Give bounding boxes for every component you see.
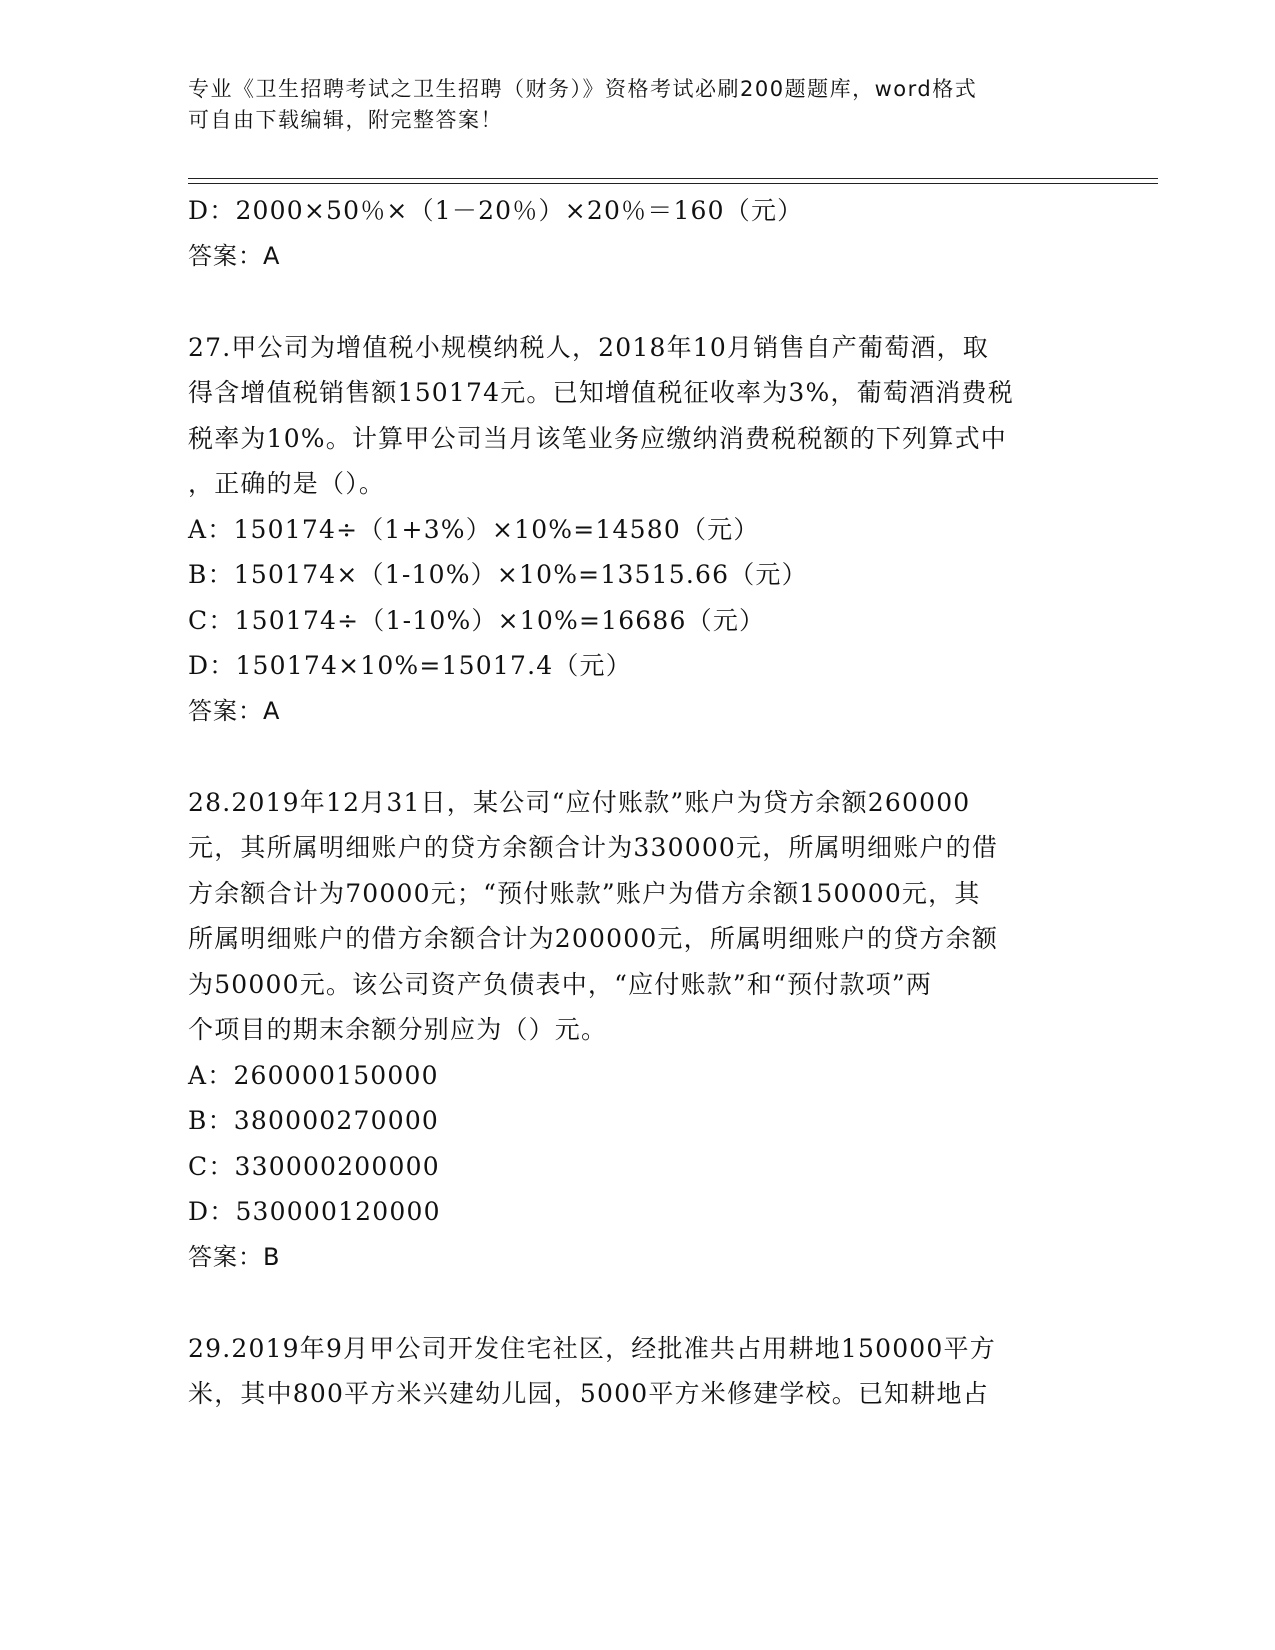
header-title-line-1: 专业《卫生招聘考试之卫生招聘（财务）》资格考试必刷200题题库，word格式 [188,77,978,101]
q28-option-b: B：380000270000 [188,1106,440,1135]
q27-stem-line: 税率为10%。计算甲公司当月该笔业务应缴纳消费税税额的下列算式中 [188,423,1007,453]
q27-option-a: A：150174÷（1+3%）×10%=14580（元） [188,514,760,544]
q27-stem-line: ，正确的是（）。 [188,469,386,498]
q28-option-d: D：530000120000 [188,1197,441,1226]
q27-option-c: C：150174÷（1-10%）×10%=16686（元） [188,605,766,635]
q26-option-d: D：2000×50％×（1－20％）×20％＝160（元） [188,196,804,225]
spacer [188,279,1088,325]
q28-answer: 答案：B [188,1242,281,1271]
page-header [188,74,1068,136]
q28-stem-line: 28.2019年12月31日，某公司“应付账款”账户为贷方余额260000 [188,787,971,817]
q27-option-d: D：150174×10%=15017.4（元） [188,651,632,680]
spacer [188,734,1088,780]
header-divider-bottom [188,183,1158,184]
header-divider-top [188,178,1158,179]
q27-stem-line: 27.甲公司为增值税小规模纳税人，2018年10月销售自产葡萄酒，取 [188,332,989,362]
q27-stem-line: 得含增值税销售额150174元。已知增值税征收率为3%，葡萄酒消费税 [188,378,1014,407]
spacer [188,1280,1088,1326]
q28-option-a: A：260000150000 [188,1060,439,1090]
q28-stem-line: 为50000元。该公司资产负债表中，“应付账款”和“预付款项”两 [188,969,933,999]
q29-stem-line: 米，其中800平方米兴建幼儿园，5000平方米修建学校。已知耕地占 [188,1379,989,1408]
q28-stem-line: 所属明细账户的借方余额合计为200000元，所属明细账户的贷方余额 [188,924,999,953]
q28-stem-line: 方余额合计为70000元；“预付账款”账户为借方余额150000元，其 [188,878,981,908]
header-title-line-2: 可自由下载编辑，附完整答案！ [188,108,503,132]
question-content [188,188,1088,1417]
q28-stem-line: 元，其所属明细账户的贷方余额合计为330000元，所属明细账户的借 [188,833,999,862]
q27-option-b: B：150174×（1-10%）×10%=13515.66（元） [188,560,808,589]
q29-stem-line: 29.2019年9月甲公司开发住宅社区，经批准共占用耕地150000平方 [188,1333,996,1363]
q27-answer: 答案：A [188,696,281,725]
q26-answer: 答案：A [188,241,281,270]
q28-stem-line: 个项目的期末余额分别应为（）元。 [188,1015,608,1044]
q28-option-c: C：330000200000 [188,1151,440,1181]
